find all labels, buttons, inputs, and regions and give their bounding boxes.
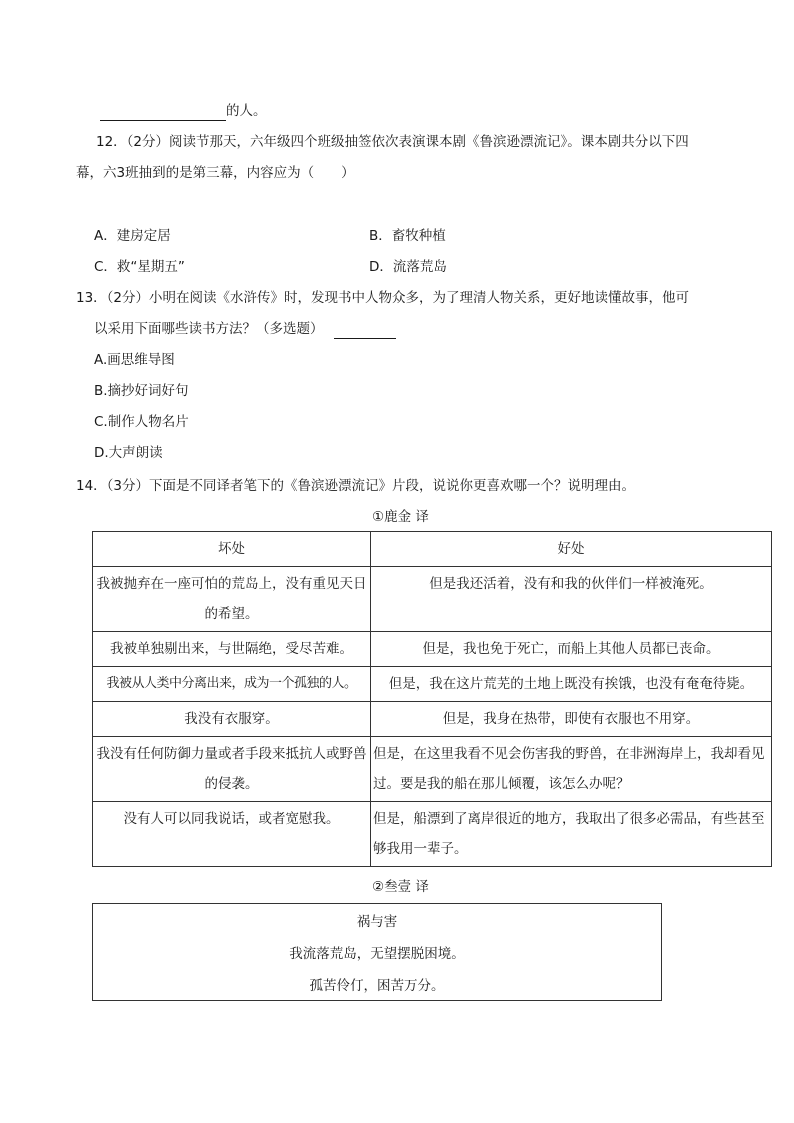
q13-option-c[interactable]: C.制作人物名片 — [94, 414, 189, 430]
q13-stem-text: 以采用下面哪些读书方法？（多选题） — [94, 321, 324, 337]
translation-2-box — [92, 903, 662, 1001]
box-title: 祸与害 — [356, 914, 398, 930]
harm-cell: 我被从人类中分离出来，成为一个孤独的人。 — [93, 667, 371, 702]
benefit-cell: 但是，我在这片荒芜的土地上既没有挨饿，也没有奄奄待毙。 — [371, 667, 772, 702]
q12-option-d[interactable]: D．流落荒岛 — [369, 259, 447, 275]
table-row — [93, 702, 772, 737]
harm-cell: 我没有任何防御力量或者手段来抵抗人或野兽的侵袭。 — [93, 737, 371, 802]
q13-option-a[interactable]: A.画思维导图 — [94, 352, 175, 368]
answer-blank[interactable] — [334, 324, 396, 339]
header-benefit: 好处 — [371, 532, 772, 567]
q12-option-b[interactable]: B．畜牧种植 — [369, 228, 446, 244]
benefit-cell: 但是，在这里我看不见会伤害我的野兽，在非洲海岸上，我却看见过。要是我的船在那儿倾覆，该怎么办呢？ — [371, 737, 772, 802]
table-row — [93, 802, 772, 867]
q13-stem-line2 — [94, 319, 396, 339]
q12-option-c[interactable]: C．救“星期五” — [94, 259, 185, 275]
table-row — [93, 737, 772, 802]
harm-cell: 我被单独剔出来，与世隔绝，受尽苦难。 — [93, 632, 371, 667]
harm-cell: 我被抛弃在一座可怕的荒岛上，没有重见天日的希望。 — [93, 567, 371, 632]
box-line: 我流落荒岛，无望摆脱困境。 — [289, 946, 465, 962]
q11-answer-line — [100, 101, 267, 121]
translation-2-title: ②叁壹 译 — [372, 879, 429, 895]
benefit-cell: 但是，船漂到了离岸很近的地方，我取出了很多必需品，有些甚至够我用一辈子。 — [371, 802, 772, 867]
q13-option-d[interactable]: D.大声朗读 — [94, 445, 163, 461]
header-harm: 坏处 — [93, 532, 371, 567]
translation-1-title: ①鹿金 译 — [372, 509, 429, 525]
q12-option-a[interactable]: A．建房定居 — [94, 228, 171, 244]
q13-option-b[interactable]: B.摘抄好词好句 — [94, 383, 189, 399]
comparison-table — [92, 531, 772, 867]
table-row — [93, 567, 772, 632]
harm-cell: 我没有衣服穿。 — [93, 702, 371, 737]
q14-stem-line1: 14．（3分）下面是不同译者笔下的《鲁滨逊漂流记》片段，说说你更喜欢哪一个？说明理由。 — [76, 478, 636, 494]
harm-cell: 没有人可以同我说话，或者宽慰我。 — [93, 802, 371, 867]
q12-stem-line2: 幕，六3班抽到的是第三幕，内容应为（ ） — [76, 165, 355, 181]
benefit-cell: 但是，我身在热带，即使有衣服也不用穿。 — [371, 702, 772, 737]
q13-stem-line1: 13．（2分）小明在阅读《水浒传》时，发现书中人物众多，为了理清人物关系，更好地读懂故事，他可 — [76, 290, 690, 306]
table-row — [93, 667, 772, 702]
table-row — [93, 632, 772, 667]
benefit-cell: 但是我还活着，没有和我的伙伴们一样被淹死。 — [371, 567, 772, 632]
benefit-cell: 但是，我也免于死亡，而船上其他人员都已丧命。 — [371, 632, 772, 667]
box-line: 孤苦伶仃，困苦万分。 — [309, 978, 445, 994]
answer-blank[interactable] — [100, 106, 226, 121]
q12-stem-line1: 12．（2分）阅读节那天，六年级四个班级抽签依次表演课本剧《鲁滨逊漂流记》。课本剧共分以下四 — [96, 134, 689, 150]
q11-tail-text: 的人。 — [226, 103, 267, 119]
table-header-row — [93, 532, 772, 567]
